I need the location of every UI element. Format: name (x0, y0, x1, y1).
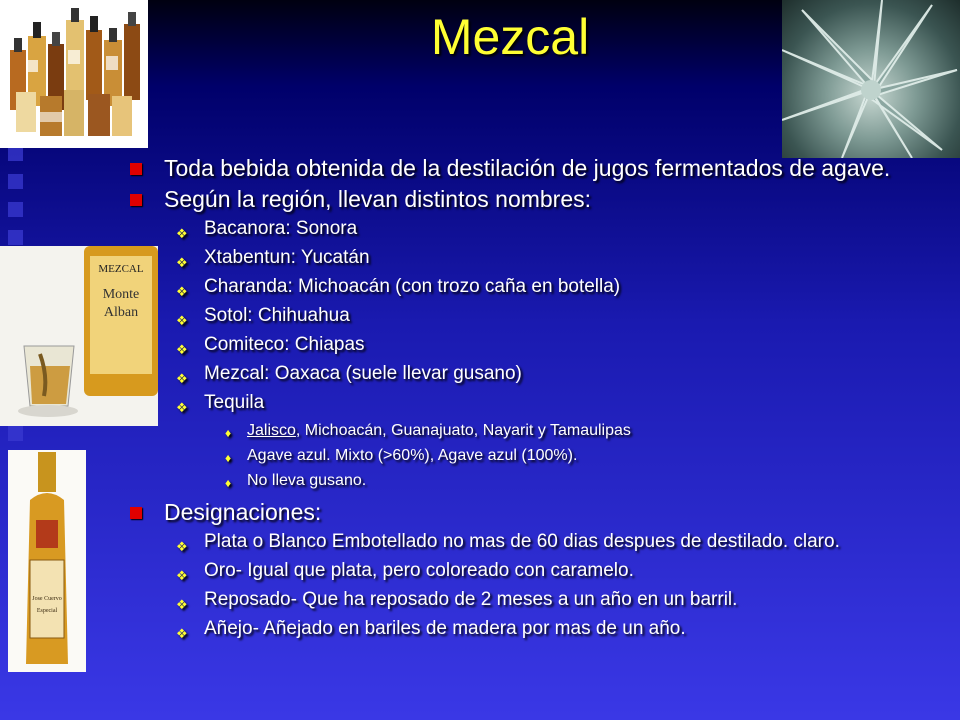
sub-bullet-item (128, 334, 928, 356)
diamond-bullet-icon: ❖ (176, 400, 188, 415)
small-diamond-bullet-icon: ♦ (225, 426, 232, 440)
monte-label-line1: MEZCAL (98, 263, 144, 275)
diamond-bullet-icon: ❖ (176, 568, 188, 583)
square-bullet-icon (130, 507, 142, 519)
detail-bullet-item (128, 471, 928, 491)
bullet-text: Según la región, llevan distintos nombres: (164, 186, 592, 212)
cuervo-label-line2: Especial (36, 608, 58, 614)
sub-bullet-text: Plata o Blanco Embotellado no mas de 60 dias despues de destilado. claro. (204, 531, 840, 552)
cuervo-label-line1: Jose Cuervo (32, 596, 62, 602)
sub-bullet-item (128, 618, 928, 640)
sub-bullet-item (128, 218, 928, 240)
diamond-bullet-icon: ❖ (176, 342, 188, 357)
detail-bullet-text: No lleva gusano. (247, 472, 367, 489)
sub-bullet-item (128, 392, 928, 414)
jose-cuervo-photo (8, 450, 86, 672)
slide-title: Mezcal (430, 9, 590, 65)
bullet-item (128, 156, 928, 181)
diamond-bullet-icon: ❖ (176, 284, 188, 299)
square (8, 174, 23, 189)
sub-bullet-text: Comiteco: Chiapas (204, 334, 365, 355)
detail-bullet-item (128, 421, 928, 441)
diamond-bullet-icon: ❖ (176, 597, 188, 612)
monte-label-line2: Monte (102, 287, 140, 302)
square (8, 202, 23, 217)
jalisco-link[interactable]: Jalisco (247, 422, 296, 439)
diamond-bullet-icon: ❖ (176, 255, 188, 270)
slide-content (128, 156, 928, 647)
sub-bullet-text: Sotol: Chihuahua (204, 305, 350, 326)
diamond-bullet-icon: ❖ (176, 371, 188, 386)
diamond-bullet-icon: ❖ (176, 313, 188, 328)
sub-bullet-item (128, 531, 928, 553)
sub-bullet-item (128, 363, 928, 385)
detail-bullet-text: , Michoacán, Guanajuato, Nayarit y Tamaulipas (295, 422, 631, 439)
square (8, 230, 23, 245)
sub-bullet-item (128, 305, 928, 327)
sub-bullet-text: Oro- Igual que plata, pero coloreado con caramelo. (204, 560, 634, 581)
sub-bullet-text: Añejo- Añejado en bariles de madera por mas de un año. (204, 618, 686, 639)
detail-bullet-item (128, 446, 928, 466)
sub-bullet-text: Xtabentun: Yucatán (204, 247, 370, 268)
sub-bullet-item (128, 276, 928, 298)
diamond-bullet-icon: ❖ (176, 226, 188, 241)
bullet-item (128, 500, 928, 525)
sub-bullet-text: Reposado- Que ha reposado de 2 meses a un año en un barril. (204, 589, 738, 610)
sub-bullet-text: Bacanora: Sonora (204, 218, 358, 239)
square (8, 146, 23, 161)
diamond-bullet-icon: ❖ (176, 539, 188, 554)
small-diamond-bullet-icon: ♦ (225, 451, 232, 465)
sub-bullet-item (128, 560, 928, 582)
sub-bullet-text: Mezcal: Oaxaca (suele llevar gusano) (204, 363, 522, 384)
bullet-item (128, 187, 928, 212)
square-bullet-icon (130, 194, 142, 206)
sub-bullet-text: Tequila (204, 392, 265, 413)
sub-bullet-text: Charanda: Michoacán (con trozo caña en botella) (204, 276, 621, 297)
square (8, 426, 23, 441)
square-bullet-icon (130, 163, 142, 175)
sub-bullet-item (128, 247, 928, 269)
sub-bullet-item (128, 589, 928, 611)
diamond-bullet-icon: ❖ (176, 626, 188, 641)
detail-bullet-text: Agave azul. Mixto (>60%), Agave azul (100%). (247, 447, 578, 464)
bullet-text: Toda bebida obtenida de la destilación de jugos fermentados de agave. (164, 155, 891, 181)
monte-label-line3: Alban (103, 305, 139, 320)
bullet-text: Designaciones: (164, 499, 322, 525)
small-diamond-bullet-icon: ♦ (225, 476, 232, 490)
